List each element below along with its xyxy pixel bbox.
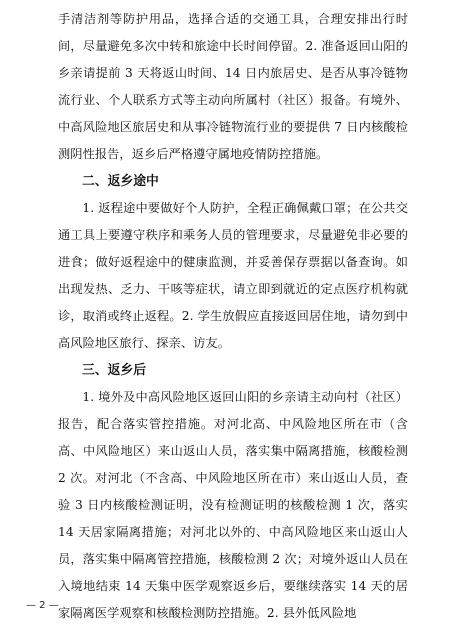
paragraph-travel-preparation: 手清洁剂等防护用品，选择合适的交通工具，合理安排出行时间，尽量避免多次中转和旅途中长时间停留。2. 准备返回山阳的乡亲请提前 3 天将返山时间、14 日内旅居史、是否从事冷链物流行业、个人联系方式等主动向所属村（社区）报备。有境外、中高风险地区旅居史和从事冷链物流行业的要提供 7 日内核酸检测阴性报告，返乡后严格遵守属地疫情防控措施。 [58, 12, 408, 161]
section-heading-after-return: 三、返乡后 [82, 363, 146, 378]
document-body [58, 6, 408, 627]
page-number: — 2 — [26, 600, 59, 611]
paragraph-after-return: 1. 境外及中高风险地区返回山阳的乡亲请主动向村（社区）报告，配合落实管控措施。对河北高、中风险地区所在市（含高、中风险地区）来山返山人员，落实集中隔离措施，核酸检测 2 次。对河北（不含高、中风险地区所在市）来山返山人员，查验 3 日内核酸检测证明，没有检测证明的核酸检测 1 次，落实 14 天居家隔离措施；对河北以外的、中高风险地区来山返山人员，落实集中隔离管控措施，核酸检测 2 次；对境外返山人员在入境地结束 14 天集中医学观察返乡后，要继续落实 14 天的居家隔离医学观察和核酸检测防控措施。2. 县外低风险地 [58, 390, 408, 620]
paragraph-en-route: 1. 返程途中要做好个人防护，全程正确佩戴口罩；在公共交通工具上要遵守秩序和乘务人员的管理要求，尽量避免非必要的进食；做好返程途中的健康监测，并妥善保存票据以备查询。如出现发热、乏力、干咳等症状，请立即到就近的定点医疗机构就诊，取消或终止返程。2. 学生放假应直接返回居住地，请勿到中高风险地区旅行、探亲、访友。 [58, 201, 408, 350]
section-heading-en-route: 二、返乡途中 [82, 174, 159, 189]
